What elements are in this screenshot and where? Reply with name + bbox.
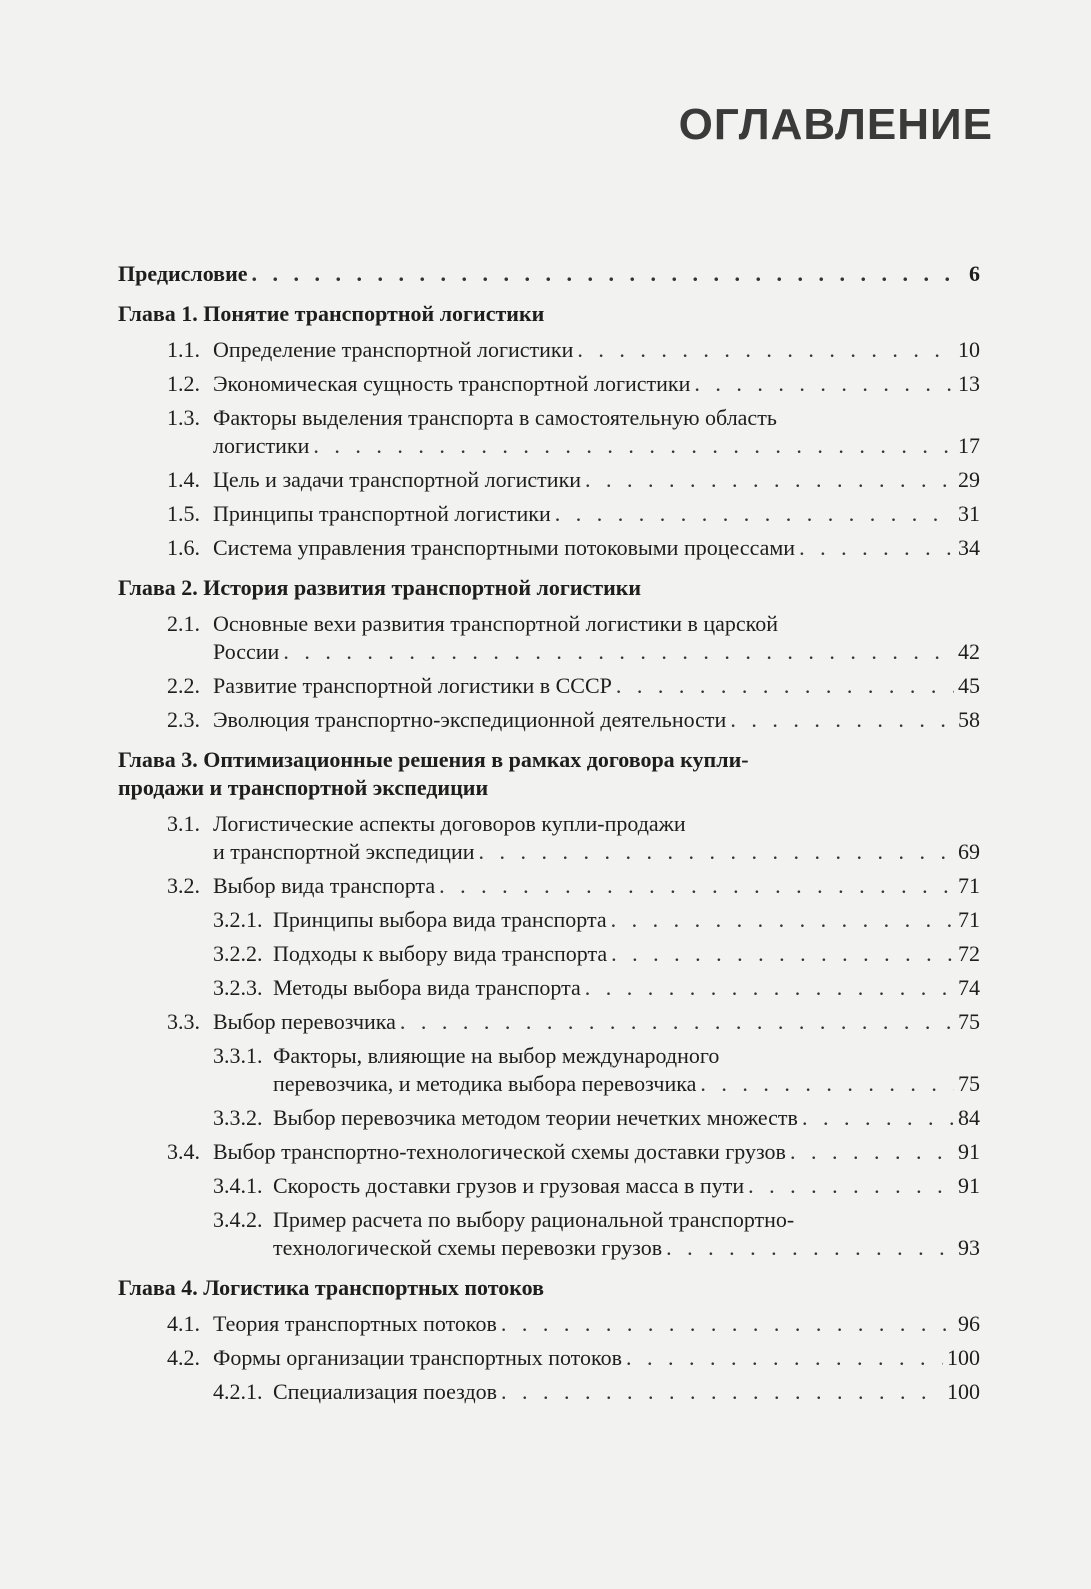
leader-dots bbox=[585, 974, 954, 1002]
toc-page-number: 58 bbox=[958, 707, 980, 732]
leader-dots bbox=[585, 466, 954, 494]
toc-page-number: 96 bbox=[958, 1311, 980, 1336]
toc-entry-3-4-2 bbox=[213, 1206, 980, 1262]
toc-page-number: 91 bbox=[958, 1139, 980, 1164]
chapter-heading-line2: продажи и транспортной экспедиции bbox=[118, 775, 489, 800]
section-number: 4.2. bbox=[167, 1345, 200, 1370]
toc-entry-label-line2: технологической схемы перевозки грузов bbox=[273, 1235, 663, 1260]
toc-entry-1-6 bbox=[167, 534, 980, 562]
section-number: 3.2. bbox=[167, 873, 200, 898]
toc-entry-label: Цель и задачи транспортной логистики bbox=[213, 467, 582, 492]
section-number: 1.5. bbox=[167, 501, 200, 526]
toc-page-number: 13 bbox=[958, 371, 980, 396]
toc-entry-label: Эволюция транспортно-экспедиционной деятельности bbox=[213, 707, 727, 732]
leader-dots bbox=[501, 1378, 943, 1406]
leader-dots bbox=[400, 1008, 954, 1036]
table-of-contents bbox=[0, 260, 1091, 1406]
toc-entry-3-2 bbox=[167, 872, 980, 900]
toc-entry-label-line1: Основные вехи развития транспортной логистики в царской bbox=[213, 611, 779, 636]
toc-page-number: 34 bbox=[958, 535, 980, 560]
toc-entry-4-2-1 bbox=[213, 1378, 980, 1406]
toc-entry-label: Формы организации транспортных потоков bbox=[213, 1345, 622, 1370]
leader-dots bbox=[439, 872, 954, 900]
toc-entry-label-line1: Пример расчета по выбору рациональной транспортно- bbox=[273, 1207, 795, 1232]
toc-entry-4-1 bbox=[167, 1310, 980, 1338]
leader-dots bbox=[799, 534, 954, 562]
toc-entry-label: Экономическая сущность транспортной логистики bbox=[213, 371, 691, 396]
toc-entry-label-line2: перевозчика, и методика выбора перевозчика bbox=[273, 1071, 697, 1096]
leader-dots bbox=[626, 1344, 943, 1372]
section-number: 3.4. bbox=[167, 1139, 200, 1164]
leader-dots bbox=[577, 336, 954, 364]
chapter-heading-line1: Глава 3. Оптимизационные решения в рамках договора купли- bbox=[118, 747, 749, 772]
chapter-heading-1: Глава 1. Понятие транспортной логистики bbox=[118, 301, 545, 326]
leader-dots bbox=[666, 1234, 954, 1262]
section-number: 1.1. bbox=[167, 337, 200, 362]
toc-page-number: 75 bbox=[958, 1071, 980, 1096]
leader-dots bbox=[611, 906, 954, 934]
toc-entry-preface bbox=[118, 260, 980, 288]
toc-entry-1-2 bbox=[167, 370, 980, 398]
toc-entry-1-1 bbox=[167, 336, 980, 364]
leader-dots bbox=[790, 1138, 954, 1166]
section-number: 1.6. bbox=[167, 535, 200, 560]
section-number: 3.2.3. bbox=[213, 975, 263, 1000]
toc-entry-label: Принципы транспортной логистики bbox=[213, 501, 551, 526]
toc-entry-label: Теория транспортных потоков bbox=[213, 1311, 497, 1336]
toc-page-number: 100 bbox=[947, 1379, 980, 1404]
leader-dots bbox=[694, 370, 954, 398]
toc-entry-label: Выбор перевозчика методом теории нечетких множеств bbox=[273, 1105, 798, 1130]
toc-page-number: 93 bbox=[958, 1235, 980, 1260]
leader-dots bbox=[555, 500, 954, 528]
toc-page-number: 10 bbox=[958, 337, 980, 362]
leader-dots bbox=[479, 838, 955, 866]
leader-dots bbox=[748, 1172, 954, 1200]
toc-entry-label: Выбор транспортно-технологической схемы доставки грузов bbox=[213, 1139, 786, 1164]
toc-entry-3-4-1 bbox=[213, 1172, 980, 1200]
toc-entry-label: Система управления транспортными потоковыми процессами bbox=[213, 535, 796, 560]
toc-page-number: 69 bbox=[958, 839, 980, 864]
toc-entry-label: Предисловие bbox=[118, 261, 248, 286]
toc-entry-label-line2: логистики bbox=[213, 433, 310, 458]
toc-page-number: 91 bbox=[958, 1173, 980, 1198]
toc-entry-2-2 bbox=[167, 672, 980, 700]
toc-page-number: 74 bbox=[958, 975, 980, 1000]
toc-entry-2-3 bbox=[167, 706, 980, 734]
toc-page-number: 17 bbox=[958, 433, 980, 458]
leader-dots bbox=[283, 638, 954, 666]
toc-entry-label: Выбор перевозчика bbox=[213, 1009, 396, 1034]
toc-entry-3-2-1 bbox=[213, 906, 980, 934]
toc-page-number: 100 bbox=[947, 1345, 980, 1370]
leader-dots bbox=[611, 940, 954, 968]
section-number: 1.2. bbox=[167, 371, 200, 396]
section-number: 1.3. bbox=[167, 405, 200, 430]
chapter-heading-4: Глава 4. Логистика транспортных потоков bbox=[118, 1275, 544, 1300]
toc-page-number: 42 bbox=[958, 639, 980, 664]
section-number: 4.1. bbox=[167, 1311, 200, 1336]
section-number: 3.2.2. bbox=[213, 941, 263, 966]
leader-dots bbox=[501, 1310, 954, 1338]
leader-dots bbox=[802, 1104, 954, 1132]
toc-page-number: 31 bbox=[958, 501, 980, 526]
toc-entry-label: Подходы к выбору вида транспорта bbox=[273, 941, 608, 966]
section-number: 2.2. bbox=[167, 673, 200, 698]
leader-dots bbox=[730, 706, 954, 734]
toc-page-number: 29 bbox=[958, 467, 980, 492]
toc-entry-label: Определение транспортной логистики bbox=[213, 337, 574, 362]
toc-entry-3-2-2 bbox=[213, 940, 980, 968]
leader-dots bbox=[252, 260, 965, 288]
toc-entry-3-3 bbox=[167, 1008, 980, 1036]
toc-entry-label: Развитие транспортной логистики в СССР bbox=[213, 673, 612, 698]
toc-entry-2-1 bbox=[167, 610, 980, 666]
toc-entry-3-3-2 bbox=[213, 1104, 980, 1132]
section-number: 1.4. bbox=[167, 467, 200, 492]
toc-entry-3-3-1 bbox=[213, 1042, 980, 1098]
toc-page-number: 75 bbox=[958, 1009, 980, 1034]
leader-dots bbox=[616, 672, 954, 700]
toc-entry-3-1 bbox=[167, 810, 980, 866]
toc-entry-label: Методы выбора вида транспорта bbox=[273, 975, 581, 1000]
toc-entry-3-4 bbox=[167, 1138, 980, 1166]
chapter-heading-3 bbox=[118, 746, 980, 802]
toc-page-number: 84 bbox=[958, 1105, 980, 1130]
toc-page-number: 45 bbox=[958, 673, 980, 698]
leader-dots bbox=[700, 1070, 954, 1098]
toc-entry-label: Скорость доставки грузов и грузовая масса в пути bbox=[273, 1173, 745, 1198]
leader-dots bbox=[313, 432, 954, 460]
toc-page-number: 71 bbox=[958, 907, 980, 932]
section-number: 3.3.2. bbox=[213, 1105, 263, 1130]
section-number: 2.3. bbox=[167, 707, 200, 732]
toc-entry-1-4 bbox=[167, 466, 980, 494]
toc-entry-label-line1: Факторы, влияющие на выбор международного bbox=[273, 1043, 720, 1068]
toc-entry-label: Специализация поездов bbox=[273, 1379, 498, 1404]
toc-entry-4-2 bbox=[167, 1344, 980, 1372]
section-number: 3.3. bbox=[167, 1009, 200, 1034]
toc-entry-label-line1: Логистические аспекты договоров купли-продажи bbox=[213, 811, 686, 836]
section-number: 3.2.1. bbox=[213, 907, 263, 932]
chapter-heading-2: Глава 2. История развития транспортной логистики bbox=[118, 575, 642, 600]
toc-entry-label-line2: и транспортной экспедиции bbox=[213, 839, 475, 864]
toc-page-number: 71 bbox=[958, 873, 980, 898]
toc-entry-label-line2: России bbox=[213, 639, 280, 664]
section-number: 3.3.1. bbox=[213, 1043, 263, 1068]
toc-entry-label-line1: Факторы выделения транспорта в самостоятельную область bbox=[213, 405, 777, 430]
toc-entry-label: Принципы выбора вида транспорта bbox=[273, 907, 607, 932]
section-number: 3.4.1. bbox=[213, 1173, 263, 1198]
page-title: ОГЛАВЛЕНИЕ bbox=[678, 100, 993, 149]
toc-entry-1-5 bbox=[167, 500, 980, 528]
section-number: 3.1. bbox=[167, 811, 200, 836]
toc-entry-3-2-3 bbox=[213, 974, 980, 1002]
section-number: 4.2.1. bbox=[213, 1379, 263, 1404]
toc-page-number: 6 bbox=[969, 261, 980, 286]
section-number: 3.4.2. bbox=[213, 1207, 263, 1232]
toc-entry-label: Выбор вида транспорта bbox=[213, 873, 436, 898]
section-number: 2.1. bbox=[167, 611, 200, 636]
toc-page-number: 72 bbox=[958, 941, 980, 966]
toc-entry-1-3 bbox=[167, 404, 980, 460]
